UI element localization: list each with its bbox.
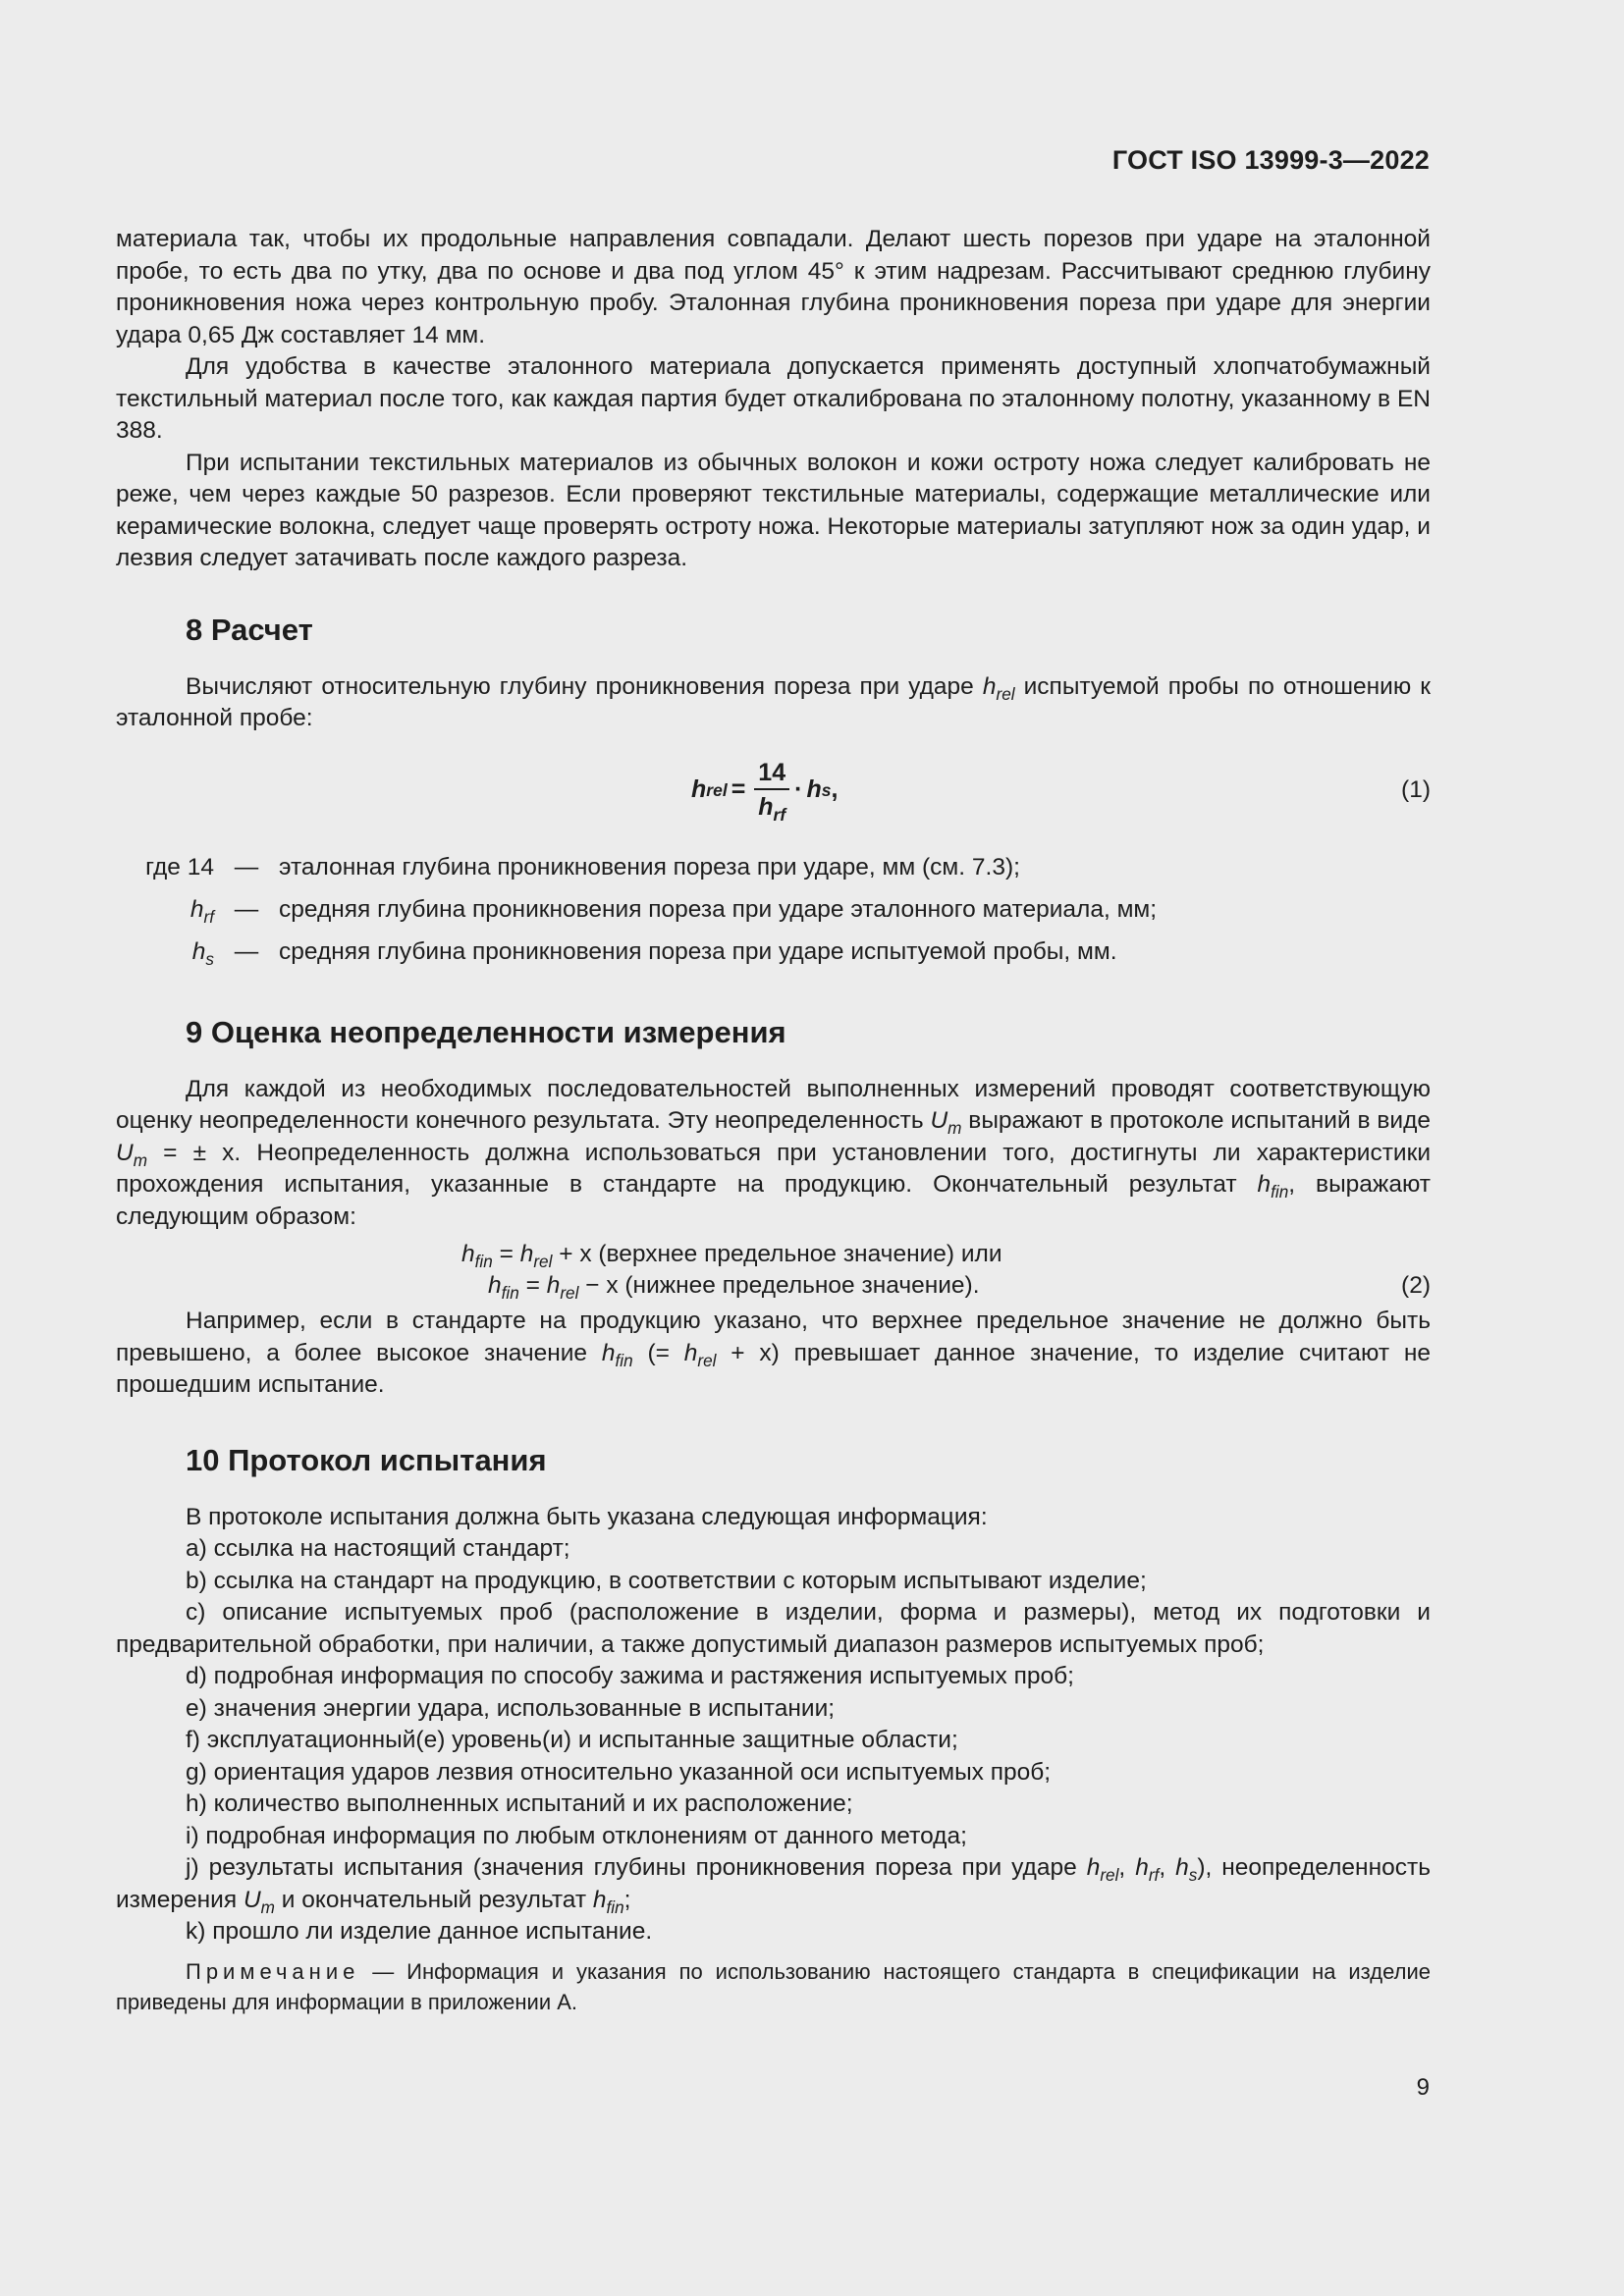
definition-row: $h_{rf}$ — средняя глубина проникновения пореза при ударе эталонного материала, мм; [189,895,1158,927]
fraction: $\frac{14}{h_{rf}}$ [754,759,789,822]
list-item: f) эксплуатационный(е) уровень(и) и испытанные защитные области; [186,1727,958,1753]
paragraph: При испытании текстильных материалов из обычных волокон и кожи остроту ножа следует калибровать не реже, чем через каждые 50 разрезов. Если проверяют текстильные материалы, содержащие металлические или керамические волокна, следует чаще проверять остроту ножа. Некоторые материалы затупляют нож за один удар, и лезвия следует затачивать после каждого разреза. [116,449,1431,571]
paragraph: В протоколе испытания должна быть указана следующая информация: [186,1503,988,1530]
formula-1: h rel = $\frac{14}{h_{rf}}$ · h s , (1) [691,758,1431,825]
paragraph: Например, если в стандарте на продукцию указано, что верхнее предельное значение не должно быть превышено, а более высокое значение $h_{fin}$ (= $h_{rel} + x$) превышает данное значение, то изделие считают не прошедшим испытание. [116,1308,1432,1398]
page-content [116,224,1431,2017]
list-item: g) ориентация ударов лезвия относительно указанной оси испытуемых проб; [186,1758,1052,1786]
equation-number: (1) [1401,775,1431,803]
paragraph: Для удобства в качестве эталонного материала допускается применять доступный хлопчатобумажный текстильный материал после того, как каждая партия будет откалибрована по эталонному полотну, указанному в EN 388. [116,353,1431,444]
list-item: i) подробная информация по любым отклонениям от данного метода; [186,1822,967,1849]
page-number: 9 [1416,2074,1430,2101]
formula-2: $h_{fin} = h_{rel} + x$ (верхнее предельное значение) или $h_{fin} = h_{rel} - x$ (нижнее предельное значение). (2) [461,1241,1431,1303]
section-heading-8: 8 Расчет [186,612,313,647]
list-item: j) результаты испытания (значения глубины проникновения пореза при ударе $h_{rel}$, $h_{rf}$, $h_s$), неопределенность измерения $U_m$ и окончательный результат $h_{fin}$; [116,1854,1431,1917]
list-item: b) ссылка на стандарт на продукцию, в соответствии с которым испытывают изделие; [186,1567,1147,1594]
definition-row: $h_s$ — средняя глубина проникновения пореза при ударе испытуемой пробы, мм. [191,937,1117,969]
section-heading-10: 10 Протокол испытания [186,1442,547,1477]
list-item: h) количество выполненных испытаний и их расположение; [186,1790,853,1817]
paragraph: Для каждой из необходимых последовательностей выполненных измерений проводят соответствующую оценку неопределенности конечного результата. Эту неопределенность $U_m$ выражают в протоколе испытаний в виде $U_m$ = ± x. Неопределенность должна использоваться при установлении того, достигнуты ли характеристики прохождения испытания, указанные в стандарте на продукцию. Окончательный результат $h_{fin}$, выражают следующим образом: [116,1075,1432,1230]
document-code: ГОСТ ISO 13999-3—2022 [1111,145,1430,175]
definition-row: где 14 — эталонная глубина проникновения пореза при ударе, мм (см. 7.3); [145,853,1020,881]
paragraph: материала так, чтобы их продольные направления совпадали. Делают шесть порезов при ударе на эталонной пробе, то есть два по утку, два по основе и два под углом 45° к этим надрезам. Рассчитывают среднюю глубину проникновения ножа через контрольную пробу. Эталонная глубина проникновения пореза при ударе для энергии удара 0,65 Дж составляет 14 мм. [116,226,1431,348]
definitions [116,847,1431,974]
paragraph: Вычисляют относительную глубину проникновения пореза при ударе $h_{rel}$ испытуемой пробы по отношению к эталонной пробе: [116,672,1432,731]
equation-number: (2) [1401,1272,1431,1299]
section-heading-9: 9 Оценка неопределенности измерения [186,1014,786,1049]
list-item: а) ссылка на настоящий стандарт; [186,1535,570,1562]
list-item: e) значения энергии удара, использованные в испытании; [186,1694,836,1722]
list-item: c) описание испытуемых проб (расположение в изделии, форма и размеры), метод их подготовки и предварительной обработки, при наличии, а также допустимый диапазон размеров испытуемых проб; [116,1599,1431,1658]
list-item: k) прошло ли изделие данное испытание. [186,1918,653,1945]
list-item: d) подробная информация по способу зажима и растяжения испытуемых проб; [186,1663,1074,1689]
note: Примечание — Информация и указания по использованию настоящего стандарта в спецификации на изделие приведены для информации в приложении А. [116,1958,1431,2014]
